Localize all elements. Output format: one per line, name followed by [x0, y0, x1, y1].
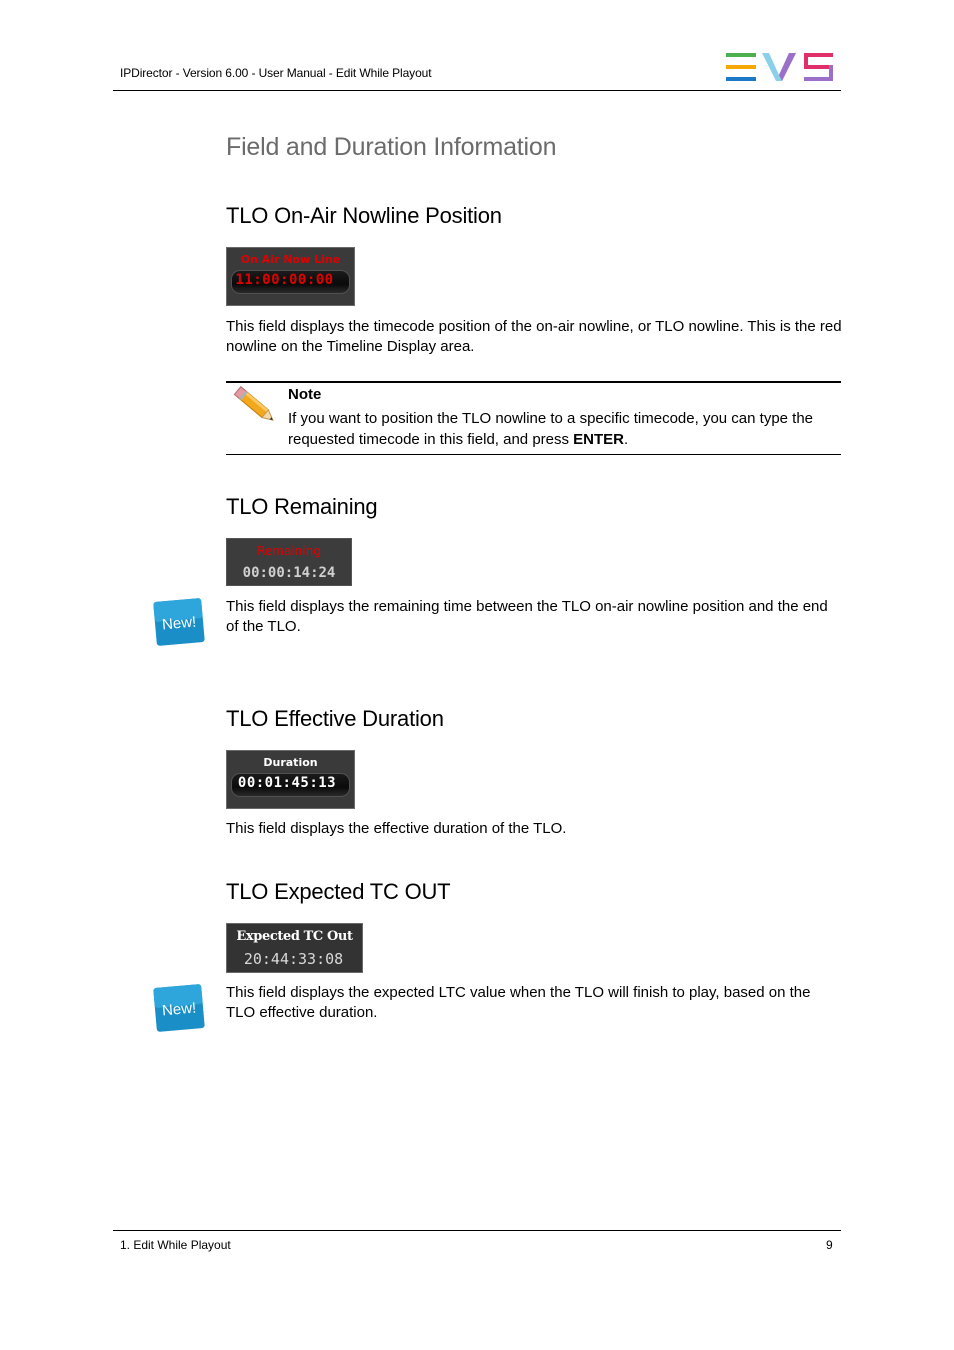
section-title-expected-tc-out: TLO Expected TC OUT — [226, 879, 451, 904]
nowline-timecode-field[interactable] — [226, 247, 355, 306]
note-bottom-divider — [226, 454, 841, 455]
pencil-icon — [232, 384, 280, 428]
header-divider — [113, 90, 841, 91]
expected-tc-out-value: 20:44:33:08 — [243, 950, 344, 968]
new-badge-icon — [152, 596, 206, 648]
duration-timecode-value: 00:01:45:13 — [237, 775, 337, 791]
new-badge-text: New! — [161, 999, 197, 1020]
remaining-timecode-field — [226, 538, 352, 586]
duration-field-label: Duration — [263, 756, 318, 769]
section-title-nowline: TLO On-Air Nowline Position — [226, 203, 502, 228]
nowline-description: This field displays the timecode position of the on-air nowline, or TLO nowline. This is the red nowline on the Timeline Display area. — [226, 318, 842, 355]
note-text-end: . — [624, 431, 629, 448]
note-text — [288, 408, 840, 450]
remaining-timecode-value: 00:00:14:24 — [242, 565, 336, 581]
new-badge-icon — [152, 982, 206, 1034]
nowline-field-label: On Air Now Line — [240, 253, 341, 266]
footer-page-number: 9 — [826, 1238, 833, 1252]
remaining-description: This field displays the remaining time between the TLO on-air nowline position and the end of the TLO. — [226, 598, 828, 635]
expected-tc-out-field — [226, 923, 363, 973]
note-top-divider — [226, 381, 841, 383]
remaining-field-label: Remaining — [257, 544, 321, 558]
section-title-remaining: TLO Remaining — [226, 494, 378, 519]
note-title: Note — [288, 386, 322, 403]
expected-tc-out-label: Expected TC Out — [236, 929, 353, 944]
footer-chapter: 1. Edit While Playout — [120, 1238, 231, 1252]
expected-tc-out-description: This field displays the expected LTC value when the TLO will finish to play, based on the TLO effective duration. — [226, 984, 811, 1021]
new-badge-text: New! — [161, 613, 197, 634]
footer-divider — [113, 1230, 841, 1231]
evs-logo — [726, 53, 834, 81]
header-title: IPDirector - Version 6.00 - User Manual - Edit While Playout — [120, 66, 432, 80]
note-text-part: If you want to position the TLO nowline to a specific timecode, you can type the requested timecode in this field, and press — [288, 410, 814, 448]
section-title-duration: TLO Effective Duration — [226, 706, 444, 731]
note-enter-key: ENTER — [573, 431, 625, 448]
duration-description: This field displays the effective duration of the TLO. — [226, 820, 567, 837]
page-title: Field and Duration Information — [226, 133, 557, 161]
nowline-timecode-value: 11:00:00:00 — [235, 272, 334, 288]
duration-timecode-field — [226, 750, 355, 809]
